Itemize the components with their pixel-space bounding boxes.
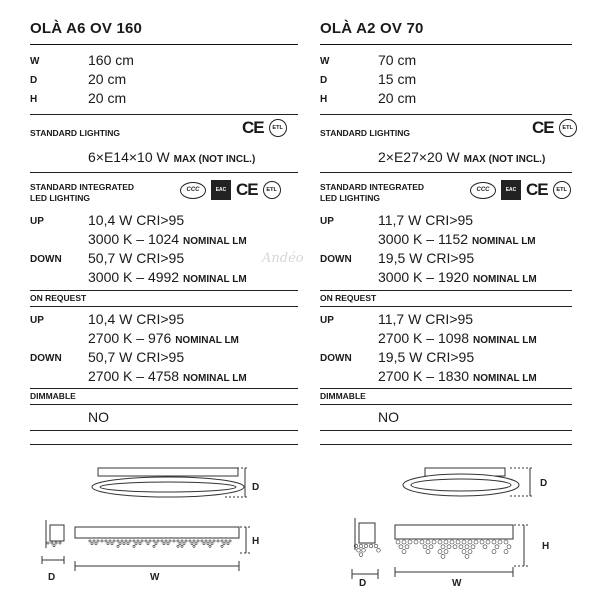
crystal-drop [492,540,496,544]
down-line1: 50,7 W CRI>95 [88,349,185,365]
divider [320,444,572,445]
standard-lighting-value: 6×E14×10 W MAX (NOT INCL.) [88,149,256,165]
crystal-drop [402,540,406,544]
crystal-drop [169,540,171,542]
crystal-drop [396,540,400,544]
crystal-drop [374,544,378,548]
crystal-drop [209,540,211,542]
divider [320,430,572,431]
crystal-drop [444,550,448,554]
crystal-drop [359,544,363,548]
crystal-drop [139,543,141,545]
right-top-view [403,468,532,496]
crystal-drop [408,540,412,544]
crystal-drop [105,540,107,542]
divider [320,306,572,307]
crystal-drop [459,545,463,549]
crystal-drop [149,540,151,542]
crystal-drop [432,540,436,544]
divider [30,404,298,405]
cert-group [180,180,281,200]
crystal-drop [205,540,207,542]
crystal-drop [492,550,496,554]
crystal-drop [227,543,229,545]
up-line1: 10,4 W CRI>95 [88,212,185,228]
cert-group [470,180,571,200]
crystal-drop [471,545,475,549]
dim-value-h: 20 cm [378,90,417,106]
crystal-drop [161,540,163,542]
ccc-mark-icon: CCC [180,182,206,199]
crystal-drop [133,545,135,547]
dim-label-w: W [30,56,40,67]
eac-mark-icon: EAC [501,180,521,200]
crystal-drop [423,545,427,549]
crystal-drop [197,540,199,542]
dim-value-w: 160 cm [88,52,134,68]
crystal-drop [121,540,123,542]
dimmable-heading: DIMMABLE [320,391,366,401]
crystal-drop [405,545,409,549]
crystal-drop [177,545,179,547]
crystal-drop [504,550,508,554]
crystal-drop [474,540,478,544]
etl-mark-icon: ETL [559,119,577,137]
crystal-drop [155,543,157,545]
standard-lighting-heading: STANDARD LIGHTING [30,128,121,138]
crystal-drop [465,554,469,558]
dim-letter-w: W [452,578,462,589]
down-line1: 19,5 W CRI>95 [378,250,475,266]
divider [320,172,572,173]
crystal-drop [429,545,433,549]
dim-value-d: 20 cm [88,71,127,87]
crystal-drop [183,543,185,545]
crystal-drop [414,540,418,544]
crystal-drop [141,540,143,542]
crystal-drop [181,540,183,542]
crystal-drop [456,540,460,544]
dim-value-d: 15 cm [378,71,417,87]
left-front-view [75,527,250,571]
divider [30,172,298,173]
on-request-heading: ON REQUEST [320,293,377,303]
right-front-view [395,525,528,577]
crystal-drop [145,540,147,542]
crystal-drop [217,540,219,542]
crystal-drop [483,545,487,549]
divider [30,444,298,445]
standard-lighting-heading: STANDARD LIGHTING [320,128,411,138]
crystal-drop [221,545,223,547]
crystal-drop [95,543,97,545]
crystal-drop [193,540,195,542]
etl-mark-icon: ETL [553,181,571,199]
up-line2: 3000 K – 1024 NOMINAL LM [88,231,247,247]
crystal-pattern [47,540,511,559]
cert-group [242,118,287,138]
crystal-drop [426,540,430,544]
dimmable-heading: DIMMABLE [30,391,76,401]
crystal-drop [438,540,442,544]
crystal-drop [153,545,155,547]
crystal-drop [203,543,205,545]
crystal-drop [127,543,129,545]
crystal-drop [101,540,103,542]
crystal-drop [59,542,61,544]
etl-mark-icon: ETL [269,119,287,137]
up-line1: 10,4 W CRI>95 [88,311,185,327]
standard-lighting-value: 2×E27×20 W MAX (NOT INCL.) [378,149,546,165]
crystal-drop [107,543,109,545]
divider [320,404,572,405]
crystal-drop [221,540,223,542]
down-label: DOWN [30,254,62,265]
crystal-drop [125,540,127,542]
crystal-drop [147,543,149,545]
dim-letter-d: D [359,578,367,589]
divider [30,430,298,431]
crystal-drop [157,540,159,542]
divider [320,44,572,45]
left-side-view [42,520,64,564]
crystal-drop [117,545,119,547]
crystal-drop [207,543,209,545]
crystal-drop [444,540,448,544]
down-line2: 2700 K – 1830 NOMINAL LM [378,368,537,384]
crystal-drop [135,543,137,545]
dim-letter-h: H [542,541,550,552]
crystal-drop [47,542,49,544]
eac-mark-icon: EAC [211,180,231,200]
divider [30,44,298,45]
product-title: OLÀ A6 OV 160 [30,20,143,37]
crystal-drop [225,540,227,542]
crystal-drop [209,545,211,547]
dimmable-value: NO [378,409,399,425]
crystal-drop [133,540,135,542]
crystal-drop [177,540,179,542]
integrated-heading: STANDARD INTEGRATED LED LIGHTING [320,182,425,203]
crystal-drop [153,540,155,542]
watermark: Andéo [262,251,304,266]
dim-letter-h: H [252,536,260,547]
crystal-drop [438,550,442,554]
up-label: UP [320,315,334,326]
crystal-drop [441,545,445,549]
left-top-view [92,468,248,497]
up-label: UP [320,216,334,227]
crystal-drop [507,545,511,549]
cert-group [532,118,577,138]
divider [30,290,298,291]
right-side-view [352,518,378,579]
dim-label-d: D [30,75,38,86]
crystal-drop [357,549,361,553]
dim-letter-w: W [150,572,160,583]
divider [30,306,298,307]
crystal-drop [111,543,113,545]
crystal-drop [468,540,472,544]
down-line2: 3000 K – 1920 NOMINAL LM [378,269,537,285]
dimmable-value: NO [88,409,109,425]
crystal-drop [195,543,197,545]
up-label: UP [30,216,44,227]
dim-label-h: H [320,94,328,105]
down-label: DOWN [320,254,352,265]
dim-value-w: 70 cm [378,52,417,68]
integrated-heading: STANDARD INTEGRATED LED LIGHTING [30,182,135,203]
dim-label-h: H [30,94,38,105]
crystal-drop [211,543,213,545]
crystal-drop [223,543,225,545]
crystal-drop [165,540,167,542]
up-label: UP [30,315,44,326]
crystal-drop [362,549,366,553]
crystal-drop [468,550,472,554]
down-line1: 50,7 W CRI>95 [88,250,185,266]
crystal-drop [113,540,115,542]
crystal-drop [402,550,406,554]
crystal-drop [453,545,457,549]
crystal-drop [91,543,93,545]
crystal-drop [163,543,165,545]
dim-letter-d: D [48,572,56,583]
crystal-drop [191,543,193,545]
dim-letter-d: D [540,478,548,489]
crystal-drop [51,542,53,544]
divider [320,388,572,389]
ce-mark-icon: CE [526,180,548,199]
down-line2: 2700 K – 4758 NOMINAL LM [88,368,247,384]
crystal-drop [354,544,358,548]
crystal-drop [55,542,57,544]
ce-mark-icon: CE [236,180,258,199]
down-line1: 19,5 W CRI>95 [378,349,475,365]
crystal-drop [504,540,508,544]
crystal-drop [447,545,451,549]
crystal-drop [93,540,95,542]
crystal-drop [117,540,119,542]
crystal-drop [123,543,125,545]
crystal-drop [167,543,169,545]
divider [30,114,298,115]
crystal-drop [119,543,121,545]
crystal-drop [229,540,231,542]
crystal-drop [462,540,466,544]
crystal-drop [495,545,499,549]
crystal-drop [450,540,454,544]
crystal-drop [185,540,187,542]
ce-mark-icon: CE [532,118,554,137]
crystal-drop [465,545,469,549]
up-line1: 11,7 W CRI>95 [378,311,474,327]
crystal-drop [129,540,131,542]
crystal-drop [426,550,430,554]
down-label: DOWN [320,353,352,364]
crystal-drop [486,540,490,544]
ce-mark-icon: CE [242,118,264,137]
crystal-drop [53,545,55,547]
down-line2: 3000 K – 4992 NOMINAL LM [88,269,247,285]
up-line2: 2700 K – 1098 NOMINAL LM [378,330,537,346]
divider [320,290,572,291]
up-line2: 3000 K – 1152 NOMINAL LM [378,231,536,247]
crystal-drop [369,544,373,548]
dim-label-w: W [320,56,330,67]
crystal-drop [179,543,181,545]
dim-value-h: 20 cm [88,90,127,106]
crystal-drop [201,540,203,542]
dim-letter-d: D [252,482,260,493]
crystal-drop [399,545,403,549]
crystal-drop [89,540,91,542]
crystal-drop [498,540,502,544]
ccc-mark-icon: CCC [470,182,496,199]
dim-label-d: D [320,75,328,86]
crystal-drop [462,550,466,554]
crystal-drop [364,544,368,548]
crystal-drop [181,545,183,547]
crystal-drop [480,540,484,544]
up-line1: 11,7 W CRI>95 [378,212,474,228]
etl-mark-icon: ETL [263,181,281,199]
up-line2: 2700 K – 976 NOMINAL LM [88,330,239,346]
crystal-drop [173,540,175,542]
crystal-drop [213,540,215,542]
crystal-drop [377,549,381,553]
divider [320,114,572,115]
crystal-drop [137,540,139,542]
crystal-drop [109,540,111,542]
on-request-heading: ON REQUEST [30,293,87,303]
crystal-drop [441,554,445,558]
divider [30,388,298,389]
crystal-drop [193,545,195,547]
crystal-drop [189,540,191,542]
crystal-drop [359,553,363,557]
crystal-drop [97,540,99,542]
down-label: DOWN [30,353,62,364]
product-title: OLÀ A2 OV 70 [320,20,424,37]
crystal-drop [420,540,424,544]
